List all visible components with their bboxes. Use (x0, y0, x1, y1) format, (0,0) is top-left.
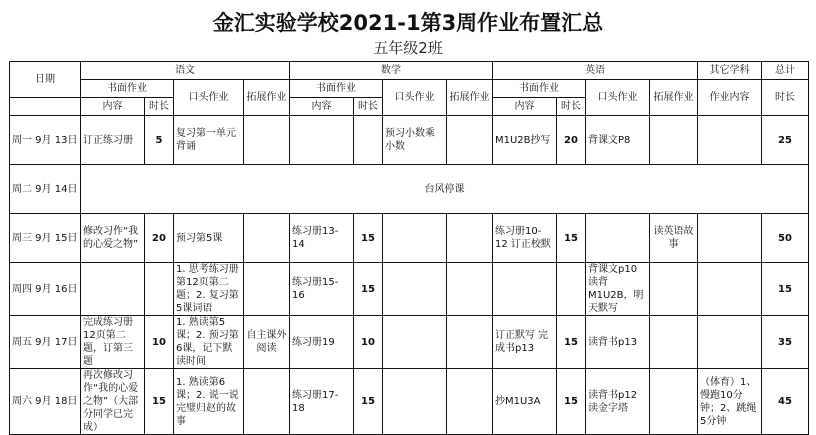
english-ext-cell (650, 369, 698, 435)
total-cell: 45 (762, 369, 809, 435)
other-cell (698, 316, 762, 369)
page-title: 金汇实验学校2021-1第3周作业布置汇总 (212, 11, 604, 35)
math-ext-header: 拓展作业 (447, 80, 493, 116)
chinese-oral-cell: 1. 熟读第6课；2. 说一说完璧归赵的故事 (174, 369, 244, 435)
other-cell (698, 214, 762, 263)
table-row (10, 316, 809, 369)
english-time-cell: 15 (557, 214, 586, 263)
english-time-cell (557, 263, 586, 316)
date-subheader (10, 98, 81, 116)
date-cell: 周六 9月 18日 (10, 369, 81, 435)
chinese-ext-cell: 自主课外阅读 (244, 316, 290, 369)
other-cell: （体育）1、慢跑10分钟；2、跳绳5分钟 (698, 369, 762, 435)
english-duration-header: 时长 (557, 98, 586, 116)
math-oral-cell (383, 316, 447, 369)
date-cell: 周一 9月 13日 (10, 116, 81, 165)
english-oral-cell: 读背书p12 读金字塔 (586, 369, 650, 435)
total-cell: 25 (762, 116, 809, 165)
homework-table (9, 61, 809, 435)
chinese-ext-cell (244, 214, 290, 263)
class-subtitle: 五年级2班 (373, 39, 443, 57)
chinese-ext-cell (244, 369, 290, 435)
math-written-cell: 练习册15-16 (290, 263, 354, 316)
math-oral-cell: 预习小数乘小数 (383, 116, 447, 165)
math-time-cell: 10 (354, 316, 383, 369)
chinese-written-cell: 再次修改习作“我的心爱之物”（大部分同学已完成） (81, 369, 145, 435)
header-row-subjects (10, 62, 809, 80)
date-cell: 周五 9月 17日 (10, 316, 81, 369)
chinese-time-cell: 20 (145, 214, 174, 263)
math-content-header: 内容 (290, 98, 354, 116)
english-ext-cell (650, 316, 698, 369)
english-ext-cell: 读英语故事 (650, 214, 698, 263)
other-subjects-header: 其它学科 (698, 62, 762, 80)
table-row (10, 116, 809, 165)
table-row (10, 369, 809, 435)
chinese-oral-cell: 1. 思考练习册第12页第二题；2. 复习第5课词语 (174, 263, 244, 316)
other-cell (698, 263, 762, 316)
chinese-written-cell (81, 263, 145, 316)
math-time-cell (354, 116, 383, 165)
chinese-written-cell: 完成练习册12页第二题，订第三题 (81, 316, 145, 369)
date-header: 日期 (10, 62, 81, 98)
english-time-cell: 15 (557, 316, 586, 369)
math-oral-cell (383, 263, 447, 316)
chinese-time-cell: 10 (145, 316, 174, 369)
math-written-cell (290, 116, 354, 165)
chinese-time-cell: 15 (145, 369, 174, 435)
chinese-content-header: 内容 (81, 98, 145, 116)
chinese-written-cell: 修改习作“我的心爱之物” (81, 214, 145, 263)
english-ext-cell (650, 116, 698, 165)
table-row (10, 165, 809, 214)
math-ext-cell (447, 263, 493, 316)
english-ext-cell (650, 263, 698, 316)
english-oral-header: 口头作业 (586, 80, 650, 116)
english-time-cell: 20 (557, 116, 586, 165)
english-written-header: 书面作业 (493, 80, 586, 98)
chinese-written-cell: 订正练习册 (81, 116, 145, 165)
chinese-time-cell (145, 263, 174, 316)
english-written-cell: 练习册10-12 订正校默 (493, 214, 557, 263)
math-header: 数学 (290, 62, 493, 80)
total-cell: 50 (762, 214, 809, 263)
total-cell: 35 (762, 316, 809, 369)
chinese-header: 语文 (81, 62, 290, 80)
english-oral-cell: 背课文p10 读背M1U2B，明天默写 (586, 263, 650, 316)
chinese-time-cell: 5 (145, 116, 174, 165)
chinese-oral-header: 口头作业 (174, 80, 244, 116)
english-header: 英语 (493, 62, 698, 80)
math-oral-cell (383, 369, 447, 435)
math-written-cell: 练习册13-14 (290, 214, 354, 263)
typhoon-closure-note: 台风停课 (81, 165, 809, 214)
chinese-ext-cell (244, 263, 290, 316)
math-time-cell: 15 (354, 214, 383, 263)
english-content-header: 内容 (493, 98, 557, 116)
total-header: 总计 (762, 62, 809, 80)
math-oral-cell (383, 214, 447, 263)
date-cell: 周四 9月 16日 (10, 263, 81, 316)
english-time-cell: 15 (557, 369, 586, 435)
english-oral-cell: 读背书p13 (586, 316, 650, 369)
total-cell: 15 (762, 263, 809, 316)
other-content-header: 作业内容 (698, 80, 762, 116)
math-time-cell: 15 (354, 369, 383, 435)
chinese-duration-header: 时长 (145, 98, 174, 116)
chinese-written-header: 书面作业 (81, 80, 174, 98)
math-ext-cell (447, 214, 493, 263)
chinese-ext-cell (244, 116, 290, 165)
chinese-ext-header: 拓展作业 (244, 80, 290, 116)
english-ext-header: 拓展作业 (650, 80, 698, 116)
math-oral-header: 口头作业 (383, 80, 447, 116)
math-written-cell: 练习册17-18 (290, 369, 354, 435)
math-ext-cell (447, 369, 493, 435)
math-ext-cell (447, 316, 493, 369)
math-written-cell: 练习册19 (290, 316, 354, 369)
date-cell: 周二 9月 14日 (10, 165, 81, 214)
english-written-cell: 订正默写 完成书p13 (493, 316, 557, 369)
math-duration-header: 时长 (354, 98, 383, 116)
english-written-cell (493, 263, 557, 316)
header-row-types (10, 80, 809, 98)
table-row (10, 214, 809, 263)
date-cell: 周三 9月 15日 (10, 214, 81, 263)
chinese-oral-cell: 复习第一单元背诵 (174, 116, 244, 165)
chinese-oral-cell: 1. 熟读第5课；2. 预习第6课，记下默读时间 (174, 316, 244, 369)
chinese-oral-cell: 预习第5课 (174, 214, 244, 263)
english-oral-cell: 背课文P8 (586, 116, 650, 165)
english-written-cell: 抄M1U3A (493, 369, 557, 435)
total-duration-header: 时长 (762, 80, 809, 116)
math-time-cell: 15 (354, 263, 383, 316)
math-written-header: 书面作业 (290, 80, 383, 98)
english-oral-cell (586, 214, 650, 263)
other-cell (698, 116, 762, 165)
english-written-cell: M1U2B抄写 (493, 116, 557, 165)
math-ext-cell (447, 116, 493, 165)
table-row (10, 263, 809, 316)
